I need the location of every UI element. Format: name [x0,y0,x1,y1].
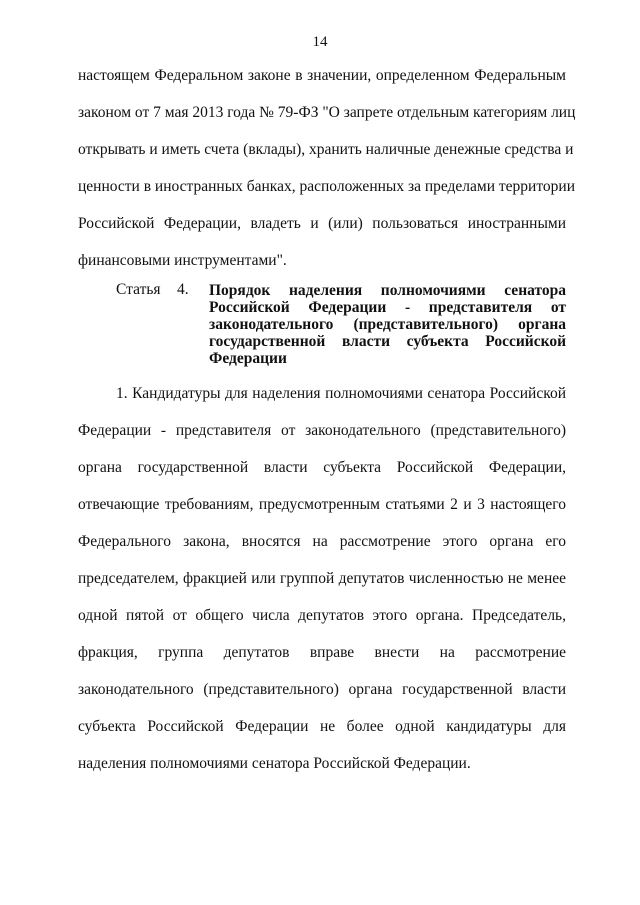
text-line: настоящем Федеральном законе в значении, определенном Федеральным [78,67,566,84]
text-line: финансовыми инструментами". [78,252,287,269]
text-line: законом от 7 мая 2013 года № 79-ФЗ "О запрете отдельным категориям лиц [78,104,576,121]
article-title-line: Российской Федерации - представителя от [209,299,566,316]
text-line: Российской Федерации, владеть и (или) пользоваться иностранными [78,215,566,232]
article-number: 4. [177,281,189,298]
page-number: 14 [312,34,328,50]
text-line: ценности в иностранных банках, расположенных за пределами территории [78,178,576,195]
text-line: 1. Кандидатуры для наделения полномочиями сенатора Российской [116,385,566,402]
text-line: председателем, фракцией или группой депутатов численностью не менее [78,570,566,587]
article-label: Статья [116,281,161,298]
text-line: открывать и иметь счета (вклады), хранить наличные денежные средства и [78,141,574,158]
article-title-line: законодательного (представительного) органа [209,316,566,333]
text-line: Федерального закона, вносятся на рассмотрение этого органа его [78,533,566,550]
text-line: субъекта Российской Федерации не более одной кандидатуры для [78,718,566,735]
text-line: фракция, группа депутатов вправе внести на рассмотрение [78,644,566,661]
article-title-line: Порядок наделения полномочиями сенатора [209,282,566,299]
text-line: одной пятой от общего числа депутатов этого органа. Председатель, [78,607,566,624]
text-line: органа государственной власти субъекта Российской Федерации, [78,459,566,476]
text-line: Федерации - представителя от законодательного (представительного) [78,422,566,439]
article-title-line: государственной власти субъекта Российской [209,333,566,350]
text-line: законодательного (представительного) органа государственной власти [78,681,566,698]
text-line: наделения полномочиями сенатора Российской Федерации. [78,755,471,772]
text-line: отвечающие требованиям, предусмотренным статьями 2 и 3 настоящего [78,496,566,513]
article-title-line: Федерации [209,350,287,367]
